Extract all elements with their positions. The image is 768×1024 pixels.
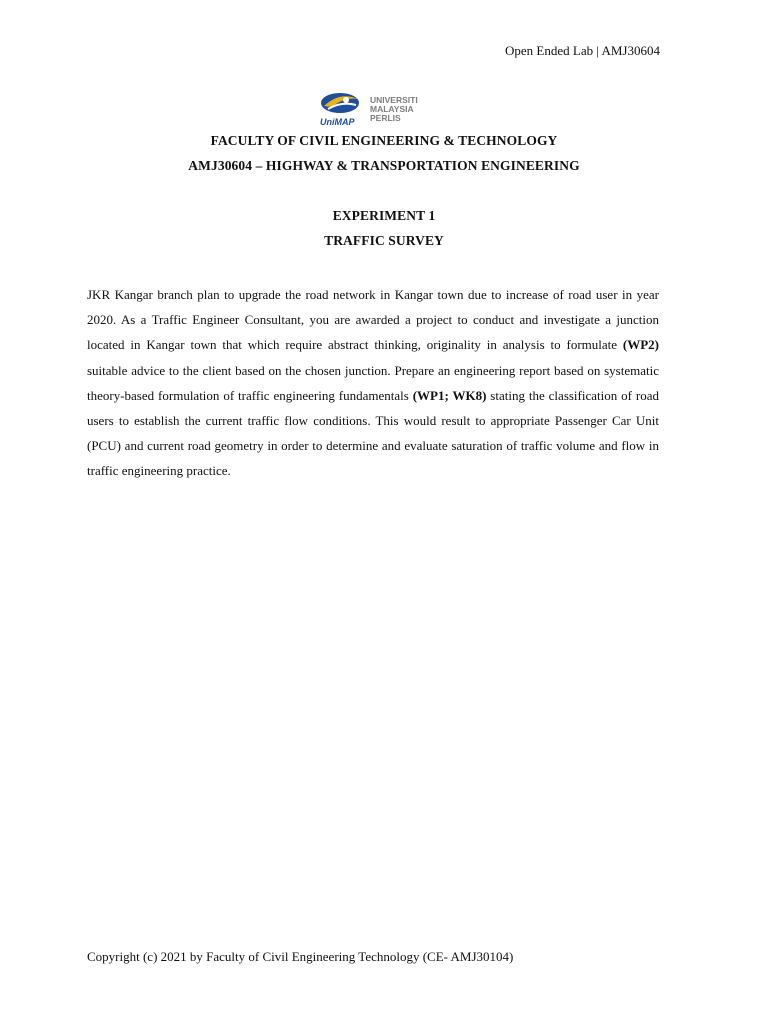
paragraph-bold-wp2: (WP2) <box>622 337 659 353</box>
logo-line-3: PERLIS <box>370 113 401 123</box>
paragraph-text-2: suitable advice to the client based on the chosen junction. Prepare an engineering report based on systematic theory-based formulation of traffic engineering fundamentals <box>87 362 659 403</box>
paragraph-bold-wp1-wk8: (WP1; WK8) <box>412 387 487 403</box>
paragraph-text-1: JKR Kangar branch plan to upgrade the road network in Kangar town due to increase of road user in year 2020. As a Traffic Engineer Consultant, you are awarded a project to conduct and investigate a junction located in Kangar town that which require abstract thinking, originality in analysis to formulate <box>87 287 659 353</box>
logo-line-2: MALAYSIA <box>370 104 414 114</box>
paragraph-text-3: stating the classification of road users to establish the current traffic flow conditions. This would result to appropriate Passenger Car Unit (PCU) and current road geometry in order to determine and evaluate saturation of traffic volume and flow in traffic engineering practice. <box>87 387 659 479</box>
university-logo <box>318 89 430 129</box>
running-header: Open Ended Lab | AMJ30604 <box>505 43 660 58</box>
logo-mark-text: UniMAP <box>320 117 355 127</box>
task-description-paragraph <box>87 282 659 484</box>
experiment-title: TRAFFIC SURVEY <box>324 233 444 248</box>
logo-line-1: UNIVERSITI <box>370 95 418 105</box>
course-title: AMJ30604 – HIGHWAY & TRANSPORTATION ENGINEERING <box>188 158 580 173</box>
faculty-title: FACULTY OF CIVIL ENGINEERING & TECHNOLOGY <box>210 133 558 148</box>
copyright-footer: Copyright (c) 2021 by Faculty of Civil Engineering Technology (CE- AMJ30104) <box>87 949 514 964</box>
experiment-number: EXPERIMENT 1 <box>332 208 436 223</box>
